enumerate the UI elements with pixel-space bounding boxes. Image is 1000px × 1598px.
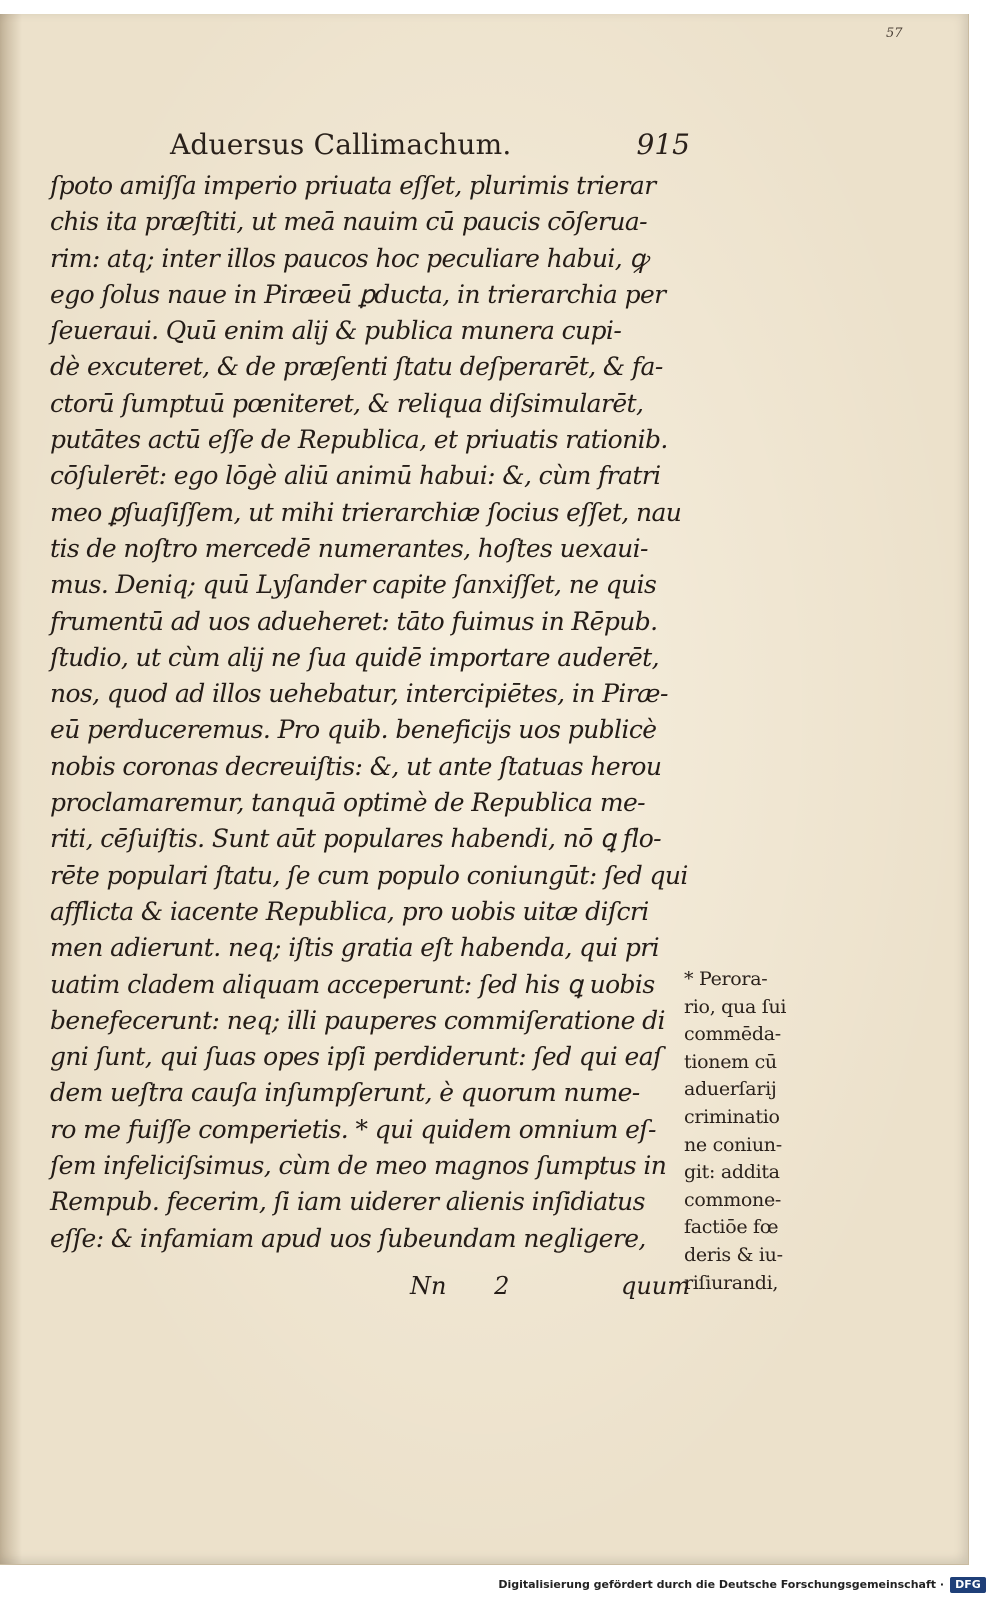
text-line: nos, quod ad illos uehebatur, intercipiētes, in Piræ-: [50, 679, 668, 709]
text-line: Rempub. fecerim, ſi iam uiderer alienis inſidiatus: [50, 1187, 645, 1217]
marginal-line: factiōe fœ: [684, 1216, 779, 1239]
text-line: men adierunt. neq; iſtis gratia eſt habenda, qui pri: [50, 933, 659, 963]
marginal-line: riſiurandi,: [684, 1271, 779, 1294]
text-line: chis ita præſtiti, ut meā nauim cū paucis cōſerua-: [50, 207, 647, 237]
running-head: [170, 128, 690, 168]
text-line: meo ꝑſuaſiſſem, ut mihi trierarchiæ ſocius eſſet, nau: [50, 497, 682, 527]
text-line: ego ſolus naue in Piræeū ꝑducta, in trierarchia per: [50, 279, 666, 309]
marginal-line: * Perora-: [684, 968, 768, 990]
body-text: [50, 168, 700, 1257]
text-line: dem ueſtra cauſa inſumpſerunt, è quorum nume-: [50, 1078, 640, 1108]
marginal-note: [684, 966, 814, 1297]
digitization-footer: [0, 1574, 1000, 1598]
marginal-line: commone-: [684, 1188, 782, 1211]
dfg-logo-icon: DFG: [950, 1577, 986, 1593]
text-line: nobis coronas decreuiſtis: &, ut ante ſtatuas herou: [50, 751, 662, 781]
text-line: ſpoto amiſſa imperio priuata eſſet, plurimis trierar: [50, 171, 656, 200]
text-line: tis de noſtro mercedē numerantes, hoſtes uexaui-: [50, 533, 648, 563]
text-line: benefecerunt: neq; illi pauperes commiſeratione di: [50, 1005, 665, 1035]
marginal-line: git: addita: [684, 1161, 780, 1184]
text-line: proclamaremur, tanquā optimè de Republica me-: [50, 788, 645, 818]
text-line: afflicta & iacente Republica, pro uobis uitæ diſcri: [50, 896, 649, 926]
footer-credit: Digitalisierung gefördert durch die Deutsche Forschungsgemeinschaft ·: [498, 1578, 944, 1591]
text-line: ſem infeliciſsimus, cùm de meo magnos ſumptus in: [50, 1151, 667, 1181]
text-line: ro me fuiſſe comperietis. * qui quidem omnium eſ-: [50, 1114, 656, 1144]
marginal-line: commēda-: [684, 1023, 781, 1046]
marginal-line: tionem cū: [684, 1050, 777, 1073]
text-line: uatim cladem aliquam acceperunt: ſed his ꝗ uobis: [50, 969, 655, 999]
text-line: rim: atq; inter illos paucos hoc peculiare habui, ꝙ: [50, 243, 648, 273]
running-head-title: Aduersus Callimachum.: [170, 128, 512, 161]
marginal-line: rio, qua ſui: [684, 995, 787, 1018]
text-line: putātes actū eſſe de Republica, et priuatis rationib.: [50, 425, 668, 455]
text-line: eū perduceremus. Pro quib. beneficijs uos publicè: [50, 715, 657, 745]
text-line: rēte populari ſtatu, ſe cum populo coniungūt: ſed qui: [50, 860, 688, 890]
text-line: dè excuteret, & de præſenti ſtatu deſperarēt, & fa-: [50, 352, 663, 382]
text-line: mus. Deniq; quū Lyſander capite ſanxiſſet, ne quis: [50, 570, 657, 600]
signature-mark: Nn 2: [410, 1272, 510, 1300]
text-line: cōſulerēt: ego lōgè aliū animū habui: &, cùm fratri: [50, 461, 661, 491]
text-line: eſſe: & infamiam apud uos ſubeundam negligere,: [50, 1223, 646, 1253]
text-line: frumentū ad uos adueheret: tāto fuimus in Rēpub.: [50, 606, 658, 636]
text-line: ſeueraui. Quū enim alij & publica munera cupi-: [50, 316, 622, 346]
text-line: ctorū ſumptuū pœniteret, & reliqua diſsimularēt,: [50, 388, 644, 418]
folio-mark: 57: [886, 26, 903, 41]
catchword: quum: [620, 1272, 690, 1300]
text-line: ſtudio, ut cùm alij ne ſua quidē importare auderēt,: [50, 642, 659, 672]
marginal-line: deris & iu-: [684, 1243, 783, 1266]
text-line: gni ſunt, qui ſuas opes ipſi perdiderunt: ſed qui eaſ: [50, 1042, 662, 1072]
marginal-line: aduerſarij: [684, 1078, 777, 1101]
text-line: riti, cēſuiſtis. Sunt aūt populares habendi, nō ꝗ flo-: [50, 824, 662, 854]
catchline: [410, 1272, 690, 1308]
marginal-line: ne coniun-: [684, 1133, 782, 1156]
marginal-line: criminatio: [684, 1105, 780, 1128]
page-number: 915: [636, 128, 690, 161]
